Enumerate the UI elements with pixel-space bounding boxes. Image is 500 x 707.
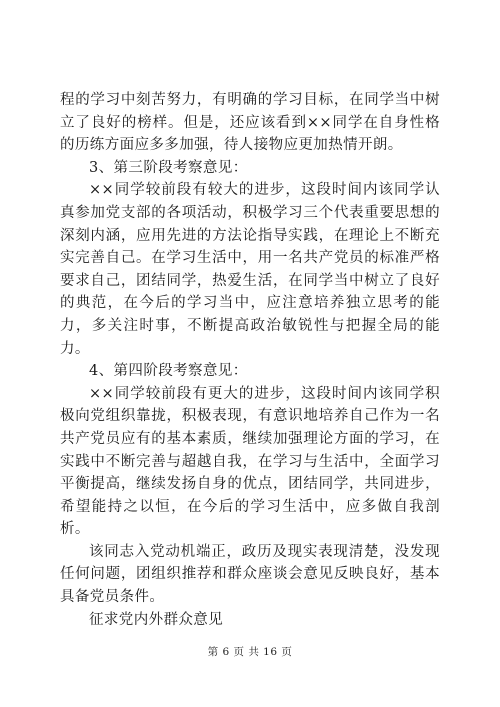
body-paragraph-stage-3: ××同学较前段有较大的进步，这段时间内该同学认真参加党支部的各项活动，积极学习三个代表重要思想的深刻内涵，应用先进的方法论指导实践，在理论上不断充实完善自己。在学习生活中，用一名共产党员的标准严格要求自己，团结同学，热爱生活，在同学当中树立了良好的典范，在今后的学习当中，应注意培养独立思考的能力，多关注时事，不断提高政治敏锐性与把握全局的能力。	[60, 182, 440, 357]
document-body	[60, 89, 440, 631]
section-heading-opinions: 征求党内外群众意见	[89, 611, 224, 628]
section-heading-stage-4: 4、第四阶段考察意见：	[89, 363, 248, 380]
body-paragraph-continuation: 程的学习中刻苦努力，有明确的学习目标，在同学当中树立了良好的榜样。但是，还应该看到××同学在自身性格的历练方面应多多加强，待人接物应更加热情开朗。	[60, 92, 440, 154]
section-heading-stage-3: 3、第三阶段考察意见：	[89, 159, 248, 176]
body-paragraph-stage-4: ××同学较前段有更大的进步，这段时间内该同学积极向党组织靠拢，积极表现，有意识地培养自己作为一名共产党员应有的基本素质，继续加强理论方面的学习，在实践中不断完善与超越自我，在学习与生活中，全面学习平衡提高，继续发扬自身的优点，团结同学，共同进步，希望能持之以恒，在今后的学习生活中，应多做自我剖析。	[60, 385, 440, 538]
page-number-footer: 第 6 页 共 16 页	[207, 646, 293, 658]
body-paragraph-conclusion: 该同志入党动机端正，政历及现实表现清楚，没发现任何问题，团组织推荐和群众座谈会意见反映良好，基本具备党员条件。	[60, 543, 440, 606]
